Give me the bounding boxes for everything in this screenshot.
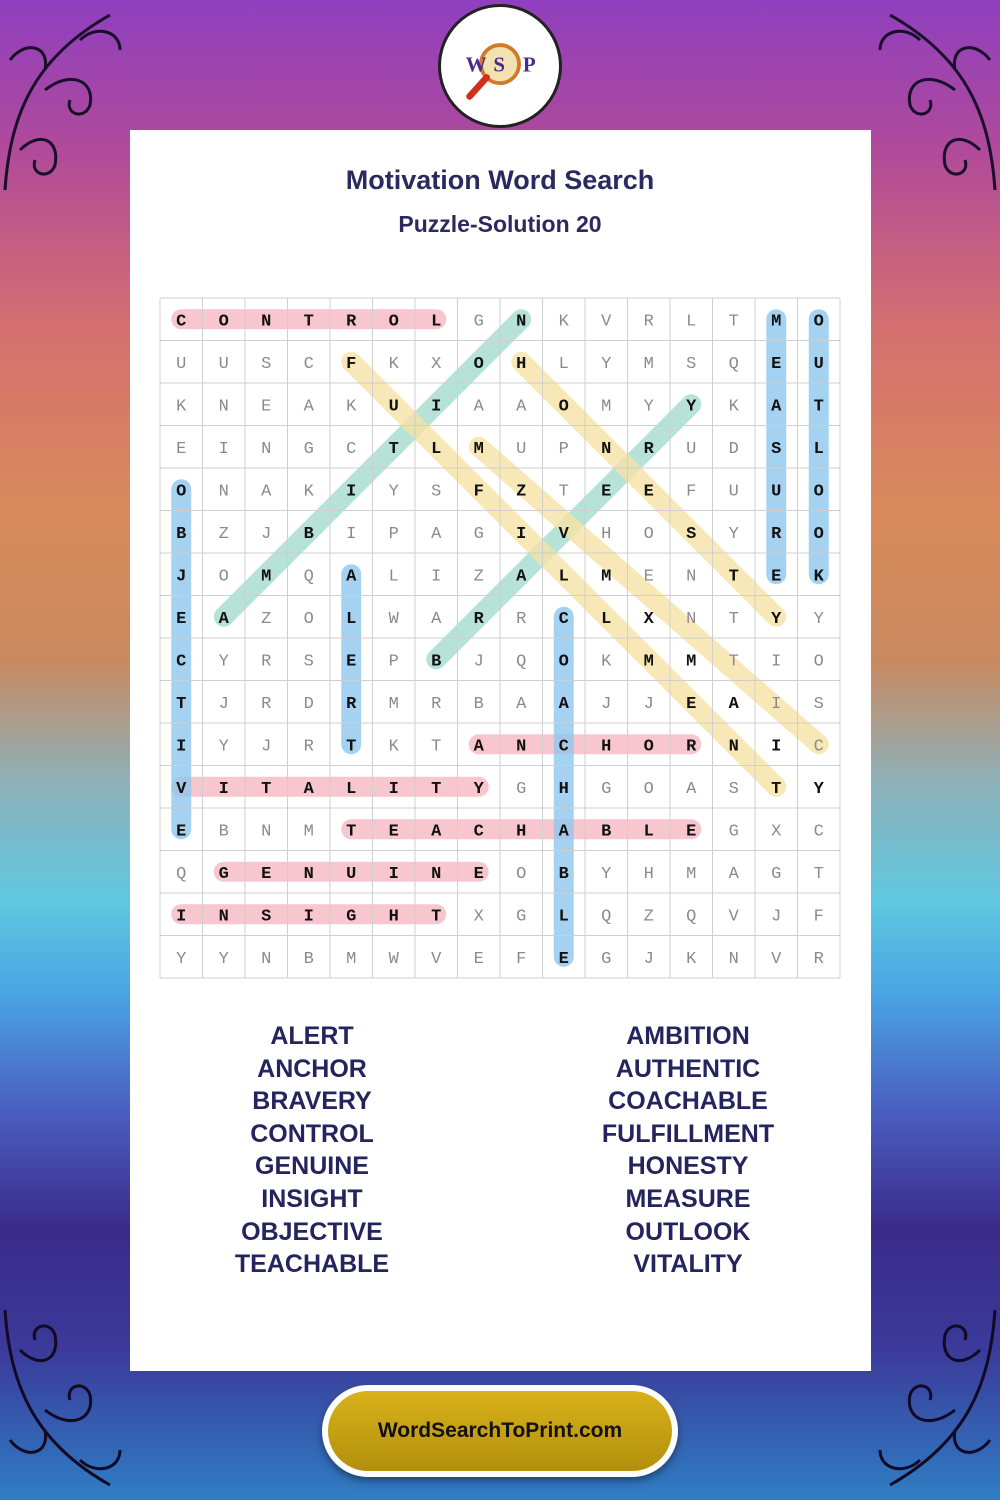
grid-cell-letter: J [771,907,782,927]
grid-cell-letter: O [176,482,187,502]
grid-cell-letter: U [771,482,782,502]
word-list-item: BRAVERY [252,1087,372,1116]
grid-cell-letter: S [728,779,739,799]
grid-cell-letter: Q [728,354,739,374]
grid-cell-letter: I [303,907,314,927]
grid-cell-letter: Y [601,354,612,374]
grid-cell-letter: W [388,949,399,969]
grid-cell-letter: F [473,482,484,502]
grid-cell-letter: R [473,609,484,629]
grid-cell-letter: E [473,864,484,884]
grid-cell-letter: F [686,482,697,502]
grid-cell-letter: N [261,439,272,459]
grid-cell-letter: M [643,354,654,374]
word-list-item: INSIGHT [261,1184,363,1213]
grid-cell-letter: A [728,864,739,884]
grid-cell-letter: L [813,439,824,459]
grid-cell-letter: Y [813,779,824,799]
website-link-label: WordSearchToPrint.com [377,1419,623,1442]
grid-cell-letter: O [643,524,654,544]
grid-cell-letter: Z [516,482,527,502]
grid-cell-letter: N [516,312,527,332]
grid-cell-letter: Q [516,652,527,672]
grid-cell-letter: X [431,354,442,374]
grid-cell-letter: R [643,439,654,459]
logo-letter-p: P [522,52,536,77]
grid-cell-letter: G [728,822,739,842]
grid-cell-letter: Q [686,907,697,927]
grid-cell-letter: R [346,694,357,714]
grid-cell-letter: M [771,312,782,332]
grid-cell-letter: E [261,864,272,884]
grid-cell-letter: T [771,779,782,799]
grid-cell-letter: O [813,652,824,672]
grid-cell-letter: R [643,312,654,332]
grid-cell-letter: I [771,652,782,672]
grid-cell-letter: U [728,482,739,502]
grid-cell-letter: E [176,609,187,629]
grid-cell-letter: U [686,439,697,459]
grid-cell-letter: K [558,312,569,332]
grid-cell-letter: Y [813,609,824,629]
grid-cell-letter: L [431,439,442,459]
grid-cell-letter: U [388,397,399,417]
grid-cell-letter: E [643,482,654,502]
grid-cell-letter: O [558,652,569,672]
grid-cell-letter: G [303,439,314,459]
grid-cell-letter: U [218,354,229,374]
grid-cell-letter: R [813,949,824,969]
grid-cell-letter: L [558,354,569,374]
grid-cell-letter: D [728,439,739,459]
grid-cell-letter: Y [601,864,612,884]
grid-cell-letter: A [431,822,442,842]
grid-cell-letter: K [686,949,697,969]
grid-cell-letter: I [388,779,399,799]
grid-cell-letter: P [388,524,399,544]
grid-cell-letter: M [686,652,697,672]
grid-cell-letter: I [771,694,782,714]
grid-cell-letter: N [728,737,739,757]
grid-cell-letter: A [431,609,442,629]
grid-cell-letter: T [346,737,357,757]
grid-cell-letter: C [346,439,357,459]
word-list-item: GENUINE [255,1152,369,1181]
word-list-right [558,1020,818,1281]
grid-cell-letter: W [388,609,399,629]
grid-cell-letter: M [261,567,272,587]
grid-cell-letter: C [813,822,824,842]
grid-cell-letter: M [686,864,697,884]
grid-cell-letter: K [601,652,612,672]
grid-cell-letter: T [431,779,442,799]
grid-cell-letter: S [261,354,272,374]
grid-cell-letter: Y [771,609,782,629]
grid-cell-letter: K [346,397,357,417]
grid-cell-letter: B [558,864,569,884]
word-list-item: AMBITION [626,1022,750,1050]
grid-cell-letter: L [346,779,357,799]
grid-cell-letter: P [558,439,569,459]
grid-cell-letter: A [218,609,229,629]
grid-cell-letter: C [473,822,484,842]
word-list-item: ALERT [270,1022,354,1050]
grid-cell-letter: M [601,397,612,417]
grid-cell-letter: I [771,737,782,757]
grid-cell-letter: N [601,439,612,459]
grid-cell-letter: O [643,737,654,757]
grid-cell-letter: G [516,779,527,799]
grid-cell-letter: J [601,694,612,714]
grid-cell-letter: M [346,949,357,969]
grid-cell-letter: A [558,694,569,714]
grid-cell-letter: I [516,524,527,544]
grid-cell-letter: G [473,524,484,544]
grid-cell-letter: S [303,652,314,672]
grid-cell-letter: L [558,567,569,587]
grid-cell-letter: L [643,822,654,842]
grid-cell-letter: Z [473,567,484,587]
grid-cell-letter: T [728,652,739,672]
word-list-item: FULFILLMENT [601,1119,775,1148]
grid-cell-letter: N [728,949,739,969]
grid-cell-letter: O [303,609,314,629]
grid-cell-letter: T [728,609,739,629]
grid-cell-letter: I [346,524,357,544]
grid-cell-letter: E [558,949,569,969]
grid-cell-letter: U [176,354,187,374]
grid-cell-letter: Z [643,907,654,927]
grid-cell-letter: X [771,822,782,842]
grid-cell-letter: C [558,737,569,757]
grid-cell-letter: X [473,907,484,927]
grid-cell-letter: E [771,354,782,374]
grid-cell-letter: T [261,779,272,799]
grid-cell-letter: J [643,694,654,714]
grid-cell-letter: T [431,907,442,927]
grid-cell-letter: R [771,524,782,544]
grid-cell-letter: N [261,949,272,969]
grid-cell-letter: V [771,949,782,969]
grid-cell-letter: L [346,609,357,629]
grid-cell-letter: O [643,779,654,799]
grid-cell-letter: I [431,567,442,587]
grid-cell-letter: Y [728,524,739,544]
grid-cell-letter: A [516,694,527,714]
grid-cell-letter: U [516,439,527,459]
grid-cell-letter: G [218,864,229,884]
grid-cell-letter: A [473,737,484,757]
grid-cell-letter: K [388,737,399,757]
grid-cell-letter: H [516,354,527,374]
grid-cell-letter: N [516,737,527,757]
grid-cell-letter: O [813,482,824,502]
grid-cell-letter: J [218,694,229,714]
grid-cell-letter: N [686,609,697,629]
grid-cell-letter: B [218,822,229,842]
grid-cell-letter: C [813,737,824,757]
grid-cell-letter: R [686,737,697,757]
grid-cell-letter: E [473,949,484,969]
grid-cell-letter: Y [388,482,399,502]
grid-cell-letter: U [813,354,824,374]
grid-cell-letter: I [176,737,187,757]
grid-cell-letter: N [686,567,697,587]
grid-cell-letter: B [431,652,442,672]
grid-cell-letter: G [771,864,782,884]
grid-cell-letter: E [686,822,697,842]
grid-cell-letter: R [261,694,272,714]
grid-cell-letter: L [558,907,569,927]
grid-cell-letter: B [473,694,484,714]
grid-cell-letter: U [346,864,357,884]
word-list-item: MEASURE [625,1184,751,1213]
grid-cell-letter: E [771,567,782,587]
grid-cell-letter: I [218,439,229,459]
grid-cell-letter: N [218,482,229,502]
grid-cell-letter: G [516,907,527,927]
grid-cell-letter: Y [176,949,187,969]
grid-cell-letter: Q [601,907,612,927]
grid-cell-letter: Q [176,864,187,884]
grid-cell-letter: O [218,312,229,332]
grid-cell-letter: V [431,949,442,969]
grid-cell-letter: A [771,397,782,417]
grid-cell-letter: Y [218,737,229,757]
grid-cell-letter: N [303,864,314,884]
grid-cell-letter: Y [686,397,697,417]
word-list-item: VITALITY [633,1250,743,1279]
grid-cell-letter: T [728,312,739,332]
grid-cell-letter: N [218,907,229,927]
grid-cell-letter: O [473,354,484,374]
logo-letter-s: S [493,52,505,77]
grid-cell-letter: V [176,779,187,799]
grid-cell-letter: O [558,397,569,417]
grid-cell-letter: H [601,737,612,757]
grid-cell-letter: G [346,907,357,927]
grid-cell-letter: R [431,694,442,714]
grid-cell-letter: A [686,779,697,799]
grid-cell-letter: A [558,822,569,842]
grid-cell-letter: R [261,652,272,672]
word-list-item: CONTROL [250,1119,374,1148]
grid-cell-letter: F [516,949,527,969]
grid-cell-letter: S [813,694,824,714]
grid-cell-letter: J [261,524,272,544]
grid-cell-letter: O [218,567,229,587]
grid-cell-letter: B [303,949,314,969]
grid-cell-letter: N [218,397,229,417]
grid-cell-letter: E [643,567,654,587]
word-list-item: ANCHOR [257,1054,367,1083]
grid-cell-letter: T [303,312,314,332]
grid-cell-letter: L [388,567,399,587]
grid-cell-letter: L [601,609,612,629]
grid-cell-letter: Q [303,567,314,587]
grid-cell-letter: H [601,524,612,544]
grid-cell-letter: Y [218,949,229,969]
grid-cell-letter: A [516,567,527,587]
word-list-item: AUTHENTIC [615,1054,761,1083]
grid-cell-letter: A [431,524,442,544]
grid-cell-letter: Y [218,652,229,672]
grid-cell-letter: H [388,907,399,927]
grid-cell-letter: O [388,312,399,332]
grid-cell-letter: C [303,354,314,374]
page-title: Motivation Word Search [345,165,655,195]
grid-cell-letter: H [516,822,527,842]
grid-cell-letter: M [303,822,314,842]
grid-cell-letter: K [176,397,187,417]
grid-cell-letter: I [176,907,187,927]
grid-cell-letter: V [728,907,739,927]
grid-cell-letter: F [813,907,824,927]
grid-cell-letter: Y [643,397,654,417]
grid-cell-letter: I [218,779,229,799]
grid-cell-letter: G [473,312,484,332]
grid-cell-letter: I [388,864,399,884]
word-list-item: TEACHABLE [234,1250,390,1279]
grid-cell-letter: T [558,482,569,502]
grid-cell-letter: S [686,354,697,374]
grid-cell-letter: N [431,864,442,884]
grid-cell-letter: A [728,694,739,714]
logo-letter-w: W [465,52,487,77]
grid-cell-letter: M [388,694,399,714]
word-list-item: HONESTY [627,1152,749,1181]
grid-cell-letter: A [303,397,314,417]
grid-cell-letter: O [516,864,527,884]
grid-cell-letter: X [643,609,654,629]
grid-cell-letter: M [601,567,612,587]
grid-cell-letter: J [261,737,272,757]
grid-cell-letter: G [601,779,612,799]
grid-cell-letter: I [431,397,442,417]
grid-cell-letter: A [516,397,527,417]
word-list-item: OUTLOOK [625,1217,751,1246]
grid-cell-letter: M [643,652,654,672]
grid-cell-letter: Z [218,524,229,544]
grid-cell-letter: R [346,312,357,332]
grid-cell-letter: B [303,524,314,544]
grid-cell-letter: E [601,482,612,502]
grid-cell-letter: A [346,567,357,587]
grid-cell-letter: S [686,524,697,544]
grid-cell-letter: B [176,524,187,544]
word-list-item: COACHABLE [608,1087,768,1116]
word-list-item: OBJECTIVE [241,1217,383,1246]
grid-cell-letter: A [261,482,272,502]
grid-cell-letter: F [346,354,357,374]
grid-cell-letter: P [388,652,399,672]
grid-cell-letter: H [558,779,569,799]
grid-cell-letter: O [813,524,824,544]
grid-cell-letter: S [431,482,442,502]
grid-cell-letter: Y [473,779,484,799]
grid-cell-letter: T [813,864,824,884]
grid-cell-letter: I [346,482,357,502]
grid-cell-letter: E [176,822,187,842]
grid-cell-letter: B [601,822,612,842]
grid-cell-letter: A [473,397,484,417]
grid-cell-letter: D [303,694,314,714]
grid-cell-letter: J [176,567,187,587]
grid-cell-letter: T [431,737,442,757]
grid-cell-letter: G [601,949,612,969]
grid-cell-letter: H [643,864,654,884]
grid-cell-letter: C [558,609,569,629]
grid-cell-letter: S [261,907,272,927]
grid-cell-letter: J [643,949,654,969]
grid-cell-letter: R [516,609,527,629]
grid-cell-letter: O [813,312,824,332]
grid-cell-letter: A [303,779,314,799]
grid-cell-letter: M [473,439,484,459]
grid-cell-letter: N [261,312,272,332]
website-link-button[interactable] [322,1385,678,1477]
grid-cell-letter: E [261,397,272,417]
grid-cell-letter: T [813,397,824,417]
grid-cell-letter: V [601,312,612,332]
grid-cell-letter: T [728,567,739,587]
grid-cell-letter: K [388,354,399,374]
grid-cell-letter: T [346,822,357,842]
grid-cell-letter: K [728,397,739,417]
grid-cell-letter: N [261,822,272,842]
grid-cell-letter: L [431,312,442,332]
grid-cell-letter: V [558,524,569,544]
grid-cell-letter: K [813,567,824,587]
grid-cell-letter: J [473,652,484,672]
page-subtitle: Puzzle-Solution 20 [398,211,602,237]
grid-cell-letter: S [771,439,782,459]
grid-cell-letter: R [303,737,314,757]
grid-cell-letter: T [176,694,187,714]
grid-cell-letter: Z [261,609,272,629]
grid-cell-letter: E [346,652,357,672]
grid-cell-letter: E [176,439,187,459]
word-list-left [182,1020,442,1281]
grid-cell-letter: K [303,482,314,502]
grid-cell-letter: E [686,694,697,714]
grid-cell-letter: T [388,439,399,459]
grid-cell-letter: C [176,312,187,332]
grid-cell-letter: C [176,652,187,672]
grid-cell-letter: E [388,822,399,842]
grid-cell-letter: L [686,312,697,332]
